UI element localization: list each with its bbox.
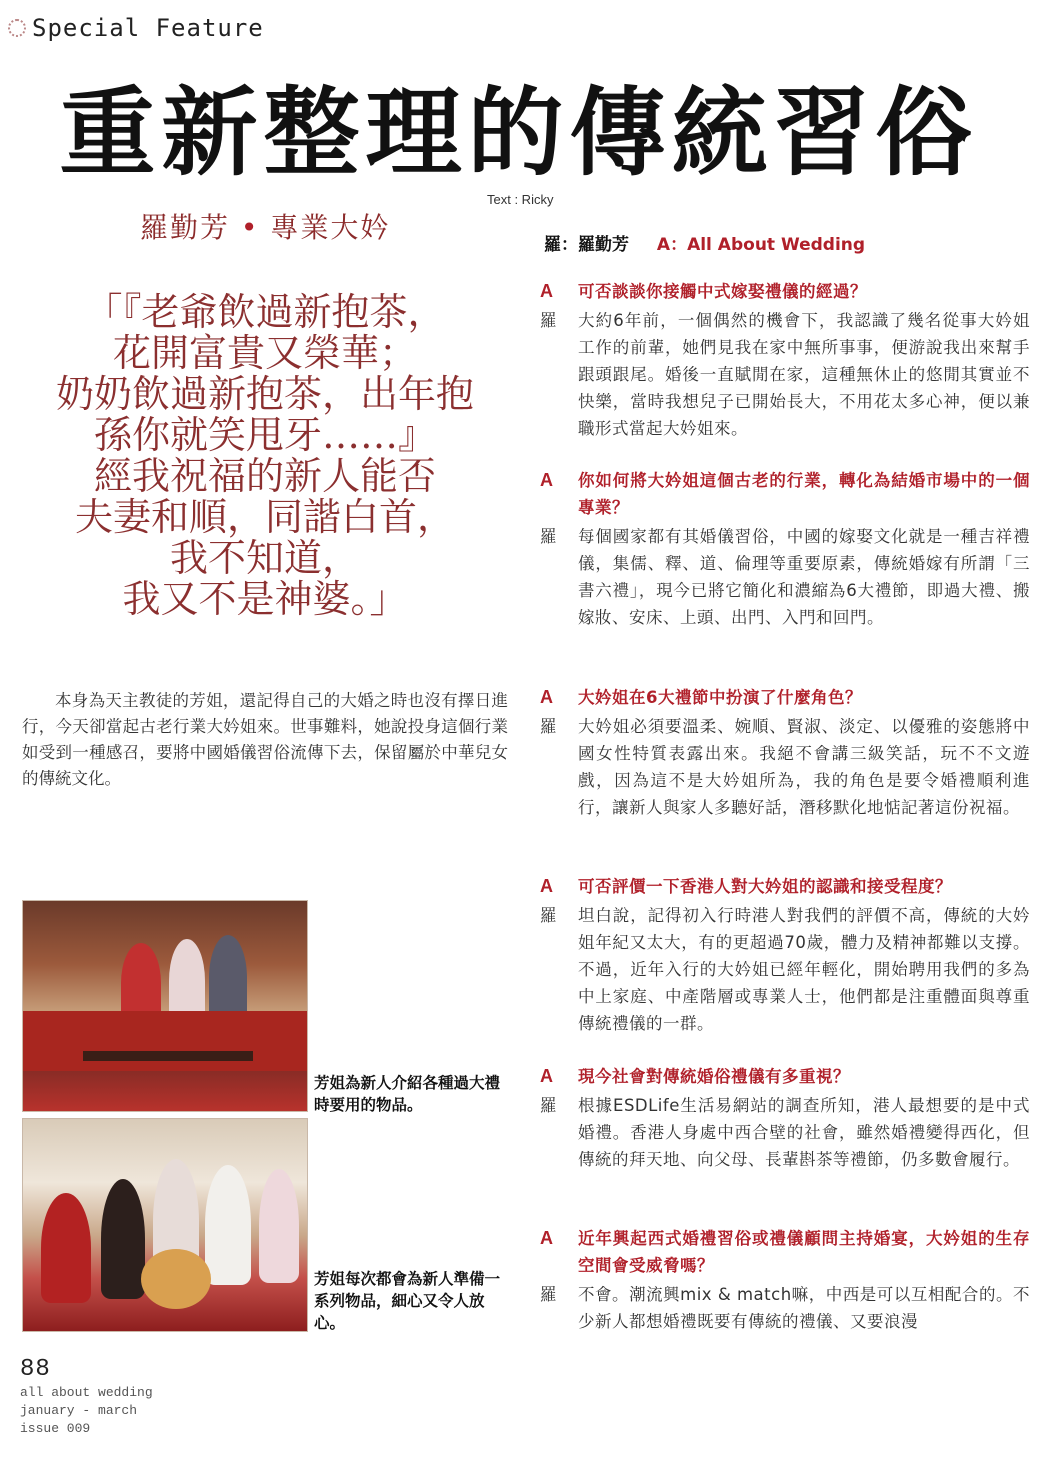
byline <box>140 206 390 246</box>
photo-caption: 芳姐為新人介紹各種過大禮時要用的物品。 <box>314 1074 501 1114</box>
qa-block <box>540 873 1030 1037</box>
question-text: 近年興起西式婚禮習俗或禮儀顧問主持婚宴，大妗姐的生存空間會受威脅嗎？ <box>578 1229 1030 1275</box>
answer-mark: 羅 <box>540 527 557 546</box>
answer <box>540 523 1030 631</box>
answer-text: 大約6年前，一個偶然的機會下，我認識了幾名從事大妗姐工作的前輩，她們見我在家中無所事事，便游說我出來幫手跟頭跟尾。婚後一直賦閒在家，這種無休止的悠閒其實並不快樂，當時我想兒子已開始長大，不用花太多心神，便以兼職形式當起大妗姐來。 <box>578 311 1030 438</box>
page-number: 88 <box>20 1356 51 1383</box>
answer-text: 大妗姐必須要溫柔、婉順、賢淑、淡定、以優雅的姿態將中國女性特質表露出來。我絕不會講三級笑話，玩不不文遊戲，因為這不是大妗姐所為，我的角色是要令婚禮順利進行，讓新人與家人多聽好話，潛移默化地惦記著這份祝福。 <box>578 717 1030 817</box>
page-footer <box>20 1356 153 1437</box>
question-text: 現今社會對傳統婚俗禮儀有多重視？ <box>578 1067 850 1086</box>
question-text: 可否談談你接觸中式嫁娶禮儀的經過？ <box>578 282 867 301</box>
answer-text: 坦白說，記得初入行時港人對我們的評價不高，傳統的大妗姐年紀又太大，有的更超過70歲，體力及精神都難以支撐。不過，近年入行的大妗姐已經年輕化，開始聘用我們的多為中上家庭、中產階層或專業人士，他們都是注重體面與尊重傳統禮儀的一群。 <box>578 906 1030 1033</box>
answer <box>540 1281 1030 1335</box>
quote-line: 孫你就笑甩牙……』 <box>93 413 436 457</box>
qa-block <box>540 278 1030 442</box>
question-mark: A <box>540 687 553 707</box>
answer <box>540 307 1030 442</box>
legend-subject: 羅：羅勤芳 <box>544 235 629 255</box>
question <box>540 1225 1030 1279</box>
byline-name: 羅勤芳 <box>140 211 231 244</box>
qa-block <box>540 684 1030 821</box>
byline-separator: • <box>240 211 260 244</box>
text-credit: Text : Ricky <box>487 192 554 207</box>
answer-mark: 羅 <box>540 717 557 736</box>
answer <box>540 1092 1030 1173</box>
magazine-name: all about wedding <box>20 1385 153 1400</box>
quote-line: 花開富貴又榮華； <box>112 331 417 375</box>
quote-line: 我又不是神婆。」 <box>122 577 408 621</box>
question-text: 大妗姐在6大禮節中扮演了什麼角色？ <box>578 688 862 707</box>
answer <box>540 902 1030 1037</box>
photo-prepared-items <box>22 1118 308 1332</box>
question-mark: A <box>540 1066 553 1086</box>
quote-line: 經我祝福的新人能否 <box>93 454 436 498</box>
quote-line: 奶奶飲過新抱茶，出年抱 <box>55 372 474 416</box>
interview-legend <box>544 230 865 255</box>
question-text: 你如何將大妗姐這個古老的行業，轉化為結婚市場中的一個專業？ <box>578 471 1030 517</box>
qa-block <box>540 467 1030 631</box>
question <box>540 278 1030 305</box>
answer-text: 不會。潮流興mix & match嘛，中西是可以互相配合的。不少新人都想婚禮既要有傳統的禮儀、又要浪漫 <box>578 1285 1030 1331</box>
photo-gift-items <box>22 900 308 1112</box>
question-mark: A <box>540 1228 553 1248</box>
answer-mark: 羅 <box>540 906 557 925</box>
question-text: 可否評價一下香港人對大妗姐的認識和接受程度？ <box>578 877 952 896</box>
qa-block <box>540 1063 1030 1173</box>
question-mark: A <box>540 876 553 896</box>
answer-mark: 羅 <box>540 311 557 330</box>
pull-quote <box>20 292 510 620</box>
question <box>540 684 1030 711</box>
section-label-text: Special Feature <box>32 14 264 42</box>
quote-line: 夫妻和順，同諧白首， <box>74 495 455 539</box>
question-mark: A <box>540 470 553 490</box>
question-mark: A <box>540 281 553 301</box>
quote-line: 我不知道， <box>169 536 360 580</box>
intro-paragraph: 本身為天主教徒的芳姐，還記得自己的大婚之時也沒有擇日進行，今天卻當起古老行業大妗姐來。世事難料，她說投身這個行業如受到一種感召，要將中國婚儀習俗流傳下去，保留屬於中華兒女的傳統文化。 <box>22 691 508 788</box>
answer <box>540 713 1030 821</box>
answer-text: 每個國家都有其婚儀習俗，中國的嫁娶文化就是一種吉祥禮儀，集儒、釋、道、倫理等重要原素，傳統婚嫁有所謂「三書六禮」，現今已將它簡化和濃縮為6大禮節，即過大禮、搬嫁妝、安床、上頭、出門、入門和回門。 <box>578 527 1030 627</box>
legend-interviewer: A：All About Wedding <box>656 235 866 255</box>
answer-mark: 羅 <box>540 1285 557 1304</box>
question <box>540 467 1030 521</box>
photo-caption: 芳姐每次都會為新人準備一系列物品，細心又令人放心。 <box>314 1270 501 1332</box>
byline-role: 專業大妗 <box>270 211 391 244</box>
answer-mark: 羅 <box>540 1096 557 1115</box>
issue-period: january - march <box>20 1403 138 1418</box>
qa-block <box>540 1225 1030 1335</box>
section-label <box>8 14 264 42</box>
flower-ornament-icon <box>8 19 26 37</box>
question <box>540 1063 1030 1090</box>
article-title: 重新整理的傳統習俗 <box>59 77 978 189</box>
answer-text: 根據ESDLife生活易網站的調查所知，港人最想要的是中式婚禮。香港人身處中西合壁的社會，雖然婚禮變得西化，但傳統的拜天地、向父母、長輩斟茶等禮節，仍多數會履行。 <box>578 1096 1030 1169</box>
quote-line: 「『老爺飲過新抱茶， <box>84 290 446 334</box>
issue-number: issue 009 <box>20 1421 91 1436</box>
question <box>540 873 1030 900</box>
